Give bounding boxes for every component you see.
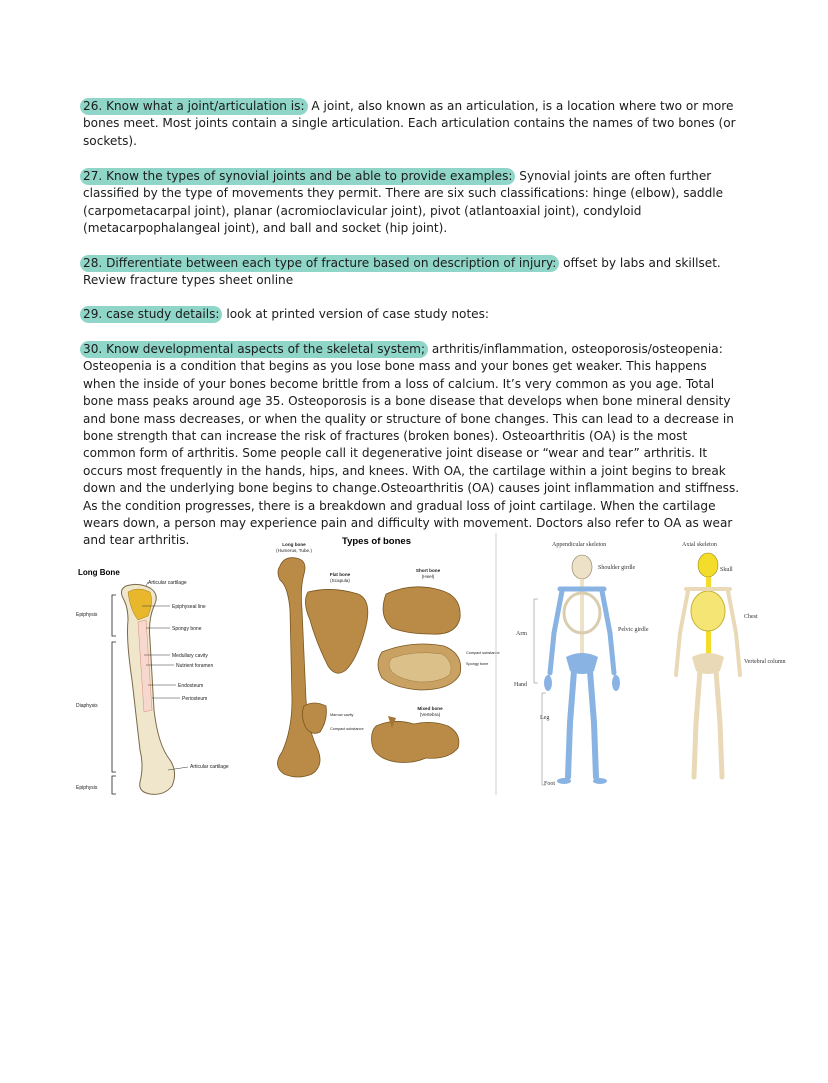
- compact-substance-label-2: Compact substance: [330, 727, 364, 731]
- label-medullary-cavity: Medullary cavity: [172, 653, 208, 659]
- label-spongy-bone: Spongy bone: [172, 626, 202, 632]
- label-nutrient-foramen: Nutrient foramen: [176, 663, 214, 669]
- label-endosteum: Endosteum: [178, 683, 204, 689]
- label-periosteum: Periosteum: [182, 696, 208, 702]
- label-epiphyseal-line: Epiphyseal line: [172, 604, 206, 610]
- skeletons-diagram: [494, 533, 824, 795]
- marrow-cavity-label: Marrow cavity: [330, 713, 354, 717]
- question-29: [83, 306, 743, 323]
- appendicular-skeleton: [544, 555, 620, 784]
- long-bone-title: Long Bone: [78, 568, 120, 577]
- appendicular-title: Appendicular skeleton: [552, 542, 607, 548]
- question-27-body: Synovial joints are often further classified by the type of movements they permit. There are six such classifications: hinge (elbow), saddle (carpometacarpal joint), planar (acromioclavicular joint), pivot (atlantoaxial joint), condyloid (metacarpophalangeal joint), and ball and socket (hip joint).: [83, 169, 724, 236]
- arm-label: Arm: [516, 631, 527, 637]
- question-29-body: look at printed version of case study notes:: [222, 307, 490, 321]
- vertebral-column-label: Vertebral column: [744, 659, 786, 665]
- flat-bone-label: Flat bone: [329, 572, 351, 577]
- chest-label: Chest: [744, 614, 758, 620]
- question-30: [83, 341, 743, 550]
- short-bone-label: Short bone: [415, 568, 441, 573]
- axial-skeleton: [676, 553, 740, 777]
- question-27-heading: 27. Know the types of synovial joints and be able to provide examples:: [80, 168, 515, 185]
- question-27: [83, 168, 743, 238]
- mixed-bone-label: Mixed bone: [417, 706, 443, 711]
- question-28: [83, 255, 743, 290]
- question-29-heading: 29. case study details:: [80, 306, 222, 323]
- question-30-body: arthritis/inflammation, osteoporosis/osteopenia: Osteopenia is a condition that begins as you lose bone mass and your bones get weaker. This happens when the inside of your bones become brittle from a loss of calcium. It’s very common as you age. Total bone mass peaks around age 35. Osteoporosis is a bone disease that develops when bone mineral density and bone mass decreases, or when the quality or structure of bone changes. This can lead to a decrease in bone strength that can increase the risk of fractures (broken bones). Osteoarthritis (OA) is the most common form of arthritis. Some people call it degenerative joint disease or “wear and tear” arthritis. It occurs most frequently in the hands, hips, and knees. With OA, the cartilage within a joint begins to break down and the underlying bone begins to change.Osteoarthritis (OA) causes joint inflammation and stiffness. As the condition progresses, there is a breakdown and gradual loss of joint cartilage. When the cartilage wears down, a person may experience pain and difficulty with movement. Doctors also refer to OA as wear and tear arthritis.: [83, 342, 740, 548]
- long-bone-figure: [74, 560, 254, 805]
- label-diaphysis: Diaphysis: [76, 703, 98, 709]
- question-28-body: offset by labs and skillset. Review fracture types sheet online: [83, 256, 721, 288]
- types-of-bones-figure: [262, 530, 500, 792]
- heel-bone-shape: [383, 587, 460, 634]
- long-bone-diagram: [74, 560, 254, 805]
- label-articular-cartilage-top: Articular cartilage: [148, 580, 187, 586]
- label-epiphysis-bottom: Epiphysis: [76, 785, 98, 791]
- shoulder-girdle-label: Shoulder girdle: [598, 565, 636, 571]
- spongy-bone-label: Spongy bone: [466, 662, 489, 666]
- types-of-bones-title: Types of bones: [342, 536, 411, 547]
- scapula-shape: [305, 589, 367, 673]
- vertebra-shape: [372, 721, 459, 762]
- label-epiphysis-top: Epiphysis: [76, 612, 98, 618]
- hand-label: Hand: [514, 682, 527, 688]
- foot-label: Foot: [544, 781, 556, 787]
- types-of-bones-diagram: [262, 530, 500, 792]
- long-bone-sublabel: (Humerus, Tube.): [276, 548, 312, 553]
- mixed-bone-sublabel: (Vertebra): [419, 712, 441, 717]
- short-bone-sublabel: (Heel): [421, 574, 435, 579]
- region-brackets: [112, 595, 116, 794]
- skull-label: Skull: [720, 567, 733, 573]
- question-26-heading: 26. Know what a joint/articulation is:: [80, 98, 308, 115]
- label-articular-cartilage-bottom: Articular cartilage: [190, 764, 229, 770]
- pelvic-girdle-label: Pelvic girdle: [618, 627, 649, 633]
- axial-title: Axial skeleton: [682, 542, 717, 548]
- question-26-body: A joint, also known as an articulation, is a location where two or more bones meet. Most joints contain a single articulation. Each articulation contains the names of two bones (or sockets).: [83, 99, 736, 148]
- question-28-heading: 28. Differentiate between each type of fracture based on description of injury:: [80, 255, 559, 272]
- compact-substance-label: Compact substance: [466, 651, 500, 655]
- question-26: [83, 98, 743, 150]
- leg-label: Leg: [540, 715, 550, 721]
- flat-bone-sublabel: (Scapula): [330, 578, 350, 583]
- question-30-heading: 30. Know developmental aspects of the skeletal system;: [80, 341, 428, 358]
- appendicular-brackets: [534, 599, 546, 785]
- skeletons-figure: [494, 533, 824, 795]
- long-bone-label: Long bone: [282, 542, 306, 547]
